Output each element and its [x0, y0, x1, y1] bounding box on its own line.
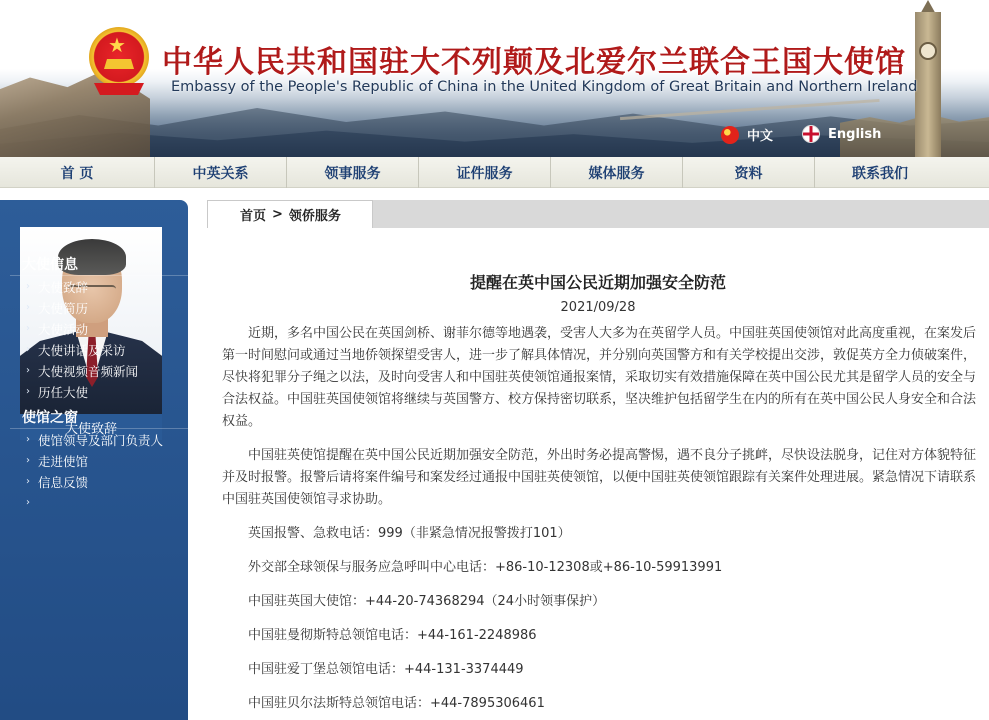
header-banner: [0, 0, 989, 157]
contact-line: 中国驻爱丁堡总领馆电话：+44-131-3374449: [248, 662, 524, 677]
sidebar-item-label: 走进使馆: [38, 453, 89, 469]
sidebar-item-label: 大使活动: [38, 321, 89, 337]
lang-english-label: English: [828, 126, 882, 142]
chevron-right-icon: ›: [26, 434, 30, 445]
contact-line: 中国驻曼彻斯特总领馆电话：+44-161-2248986: [248, 628, 537, 643]
sidebar-item-speeches[interactable]: [10, 339, 188, 360]
nav-resources[interactable]: 资料: [683, 157, 815, 188]
emblem-tiananmen: [104, 59, 134, 69]
sidebar-item-more[interactable]: [10, 492, 188, 513]
chevron-right-icon: ›: [26, 344, 30, 355]
chevron-right-icon: ›: [26, 497, 30, 508]
chevron-right-icon: ›: [26, 476, 30, 487]
ambassador-remarks-link[interactable]: 大使致辞: [20, 414, 162, 440]
big-ben-image: [915, 12, 941, 157]
lang-chinese-label: 中文: [747, 129, 774, 144]
emblem-star-icon: ★: [108, 33, 126, 57]
chevron-right-icon: ›: [26, 386, 30, 397]
sidebar-item-label: 信息反馈: [38, 474, 89, 490]
nav-document-services[interactable]: 证件服务: [419, 157, 551, 188]
sidebar-item-label: 大使视频音频新闻: [38, 363, 139, 379]
breadcrumb-current[interactable]: 领侨服务: [288, 209, 341, 224]
sidebar-item-leadership[interactable]: [10, 429, 188, 450]
sidebar-section-ambassador: [10, 252, 188, 402]
sidebar-item-former-ambassadors[interactable]: [10, 381, 188, 402]
contact-line: 英国报警、急救电话：999（非紧急情况报警拨打101）: [248, 526, 571, 541]
breadcrumb-separator: >: [272, 207, 283, 222]
breadcrumb: [207, 200, 373, 228]
article-date: 2021/09/28: [560, 300, 636, 315]
article-body: [222, 323, 982, 720]
contact-line: 外交部全球领保与服务应急呼叫中心电话：+86-10-12308或+86-10-59913991: [248, 560, 723, 575]
big-ben-clock: [919, 42, 937, 60]
sidebar-item-label: 大使讲话及采访: [38, 342, 126, 358]
emblem-ribbon: [94, 83, 144, 95]
sidebar-item-about-embassy[interactable]: [10, 450, 188, 471]
main-nav: [0, 157, 989, 188]
nav-china-uk-relations[interactable]: 中英关系: [155, 157, 287, 188]
sidebar-item-video-news[interactable]: [10, 360, 188, 381]
sidebar-item-label: 大使简历: [38, 300, 89, 316]
breadcrumb-home-link[interactable]: 首页: [240, 209, 267, 224]
sidebar-item-label: 历任大使: [38, 384, 89, 400]
sidebar-section-embassy: [10, 405, 188, 513]
national-emblem: [86, 25, 152, 99]
contact-line: 中国驻贝尔法斯特总领馆电话：+44-7895306461: [248, 696, 545, 711]
sidebar-item-biography[interactable]: [10, 297, 188, 318]
site-title-en: Embassy of the People's Republic of China in the United Kingdom of Great Britain and Northern Ireland: [171, 79, 918, 95]
china-flag-icon: [721, 126, 739, 144]
sidebar-item-label: 大使致辞: [38, 279, 89, 295]
site-title-cn: 中华人民共和国驻大不列颠及北爱尔兰联合王国大使馆: [162, 45, 906, 80]
sidebar-item-label: 使馆领导及部门负责人: [38, 432, 164, 448]
nav-consular-services[interactable]: 领事服务: [287, 157, 419, 188]
nav-contact-us[interactable]: 联系我们: [852, 165, 908, 182]
sidebar-section-title: 使馆之窗: [10, 405, 188, 429]
sidebar-section-title: 大使信息: [10, 252, 188, 276]
contact-line: 中国驻英国大使馆：+44-20-74368294（24小时领事保护）: [248, 594, 606, 609]
lang-switch-english[interactable]: [802, 125, 881, 143]
article-title: 提醒在英中国公民近期加强安全防范: [469, 273, 726, 292]
chevron-right-icon: ›: [26, 281, 30, 292]
chevron-right-icon: ›: [26, 365, 30, 376]
nav-media-services[interactable]: 媒体服务: [551, 157, 683, 188]
sidebar-item-activities[interactable]: [10, 318, 188, 339]
article-paragraph: 近期，多名中国公民在英国剑桥、谢菲尔德等地遇袭，受害人大多为在英留学人员。中国驻英国使领馆对此高度重视，在案发后第一时间慰问或通过当地侨领探望受害人，进一步了解具体情况，并分别向英国警方和有关学校提出交涉，敦促英方全力侦破案件，尽快将犯罪分子绳之以法，及时向受害人和中国驻英使领馆通报案情，采取切实有效措施保障在英中国公民尤其是留学人员的安全与合法权益。中国驻英国使领馆将继续与英国警方、校方保持密切联系，坚决维护包括留学生在内的所有在英中国公民人身安全和合法权益。: [222, 326, 977, 429]
chevron-right-icon: ›: [26, 323, 30, 334]
lang-switch-chinese[interactable]: [721, 125, 773, 144]
uk-flag-icon: [802, 125, 820, 143]
nav-home[interactable]: 首 页: [0, 157, 155, 188]
sidebar-item-feedback[interactable]: [10, 471, 188, 492]
chevron-right-icon: ›: [26, 302, 30, 313]
chevron-right-icon: ›: [26, 455, 30, 466]
sidebar-item-remarks[interactable]: [10, 276, 188, 297]
article-paragraph: 中国驻英使馆提醒在英中国公民近期加强安全防范，外出时务必提高警惕，遇不良分子挑衅，尽快设法脱身，记住对方体貌特征并及时报警。报警后请将案件编号和案发经过通报中国驻英使领馆，以便中国驻英使领馆跟踪有关案件处理进展。紧急情况下请联系中国驻英国使领馆寻求协助。: [222, 448, 977, 507]
